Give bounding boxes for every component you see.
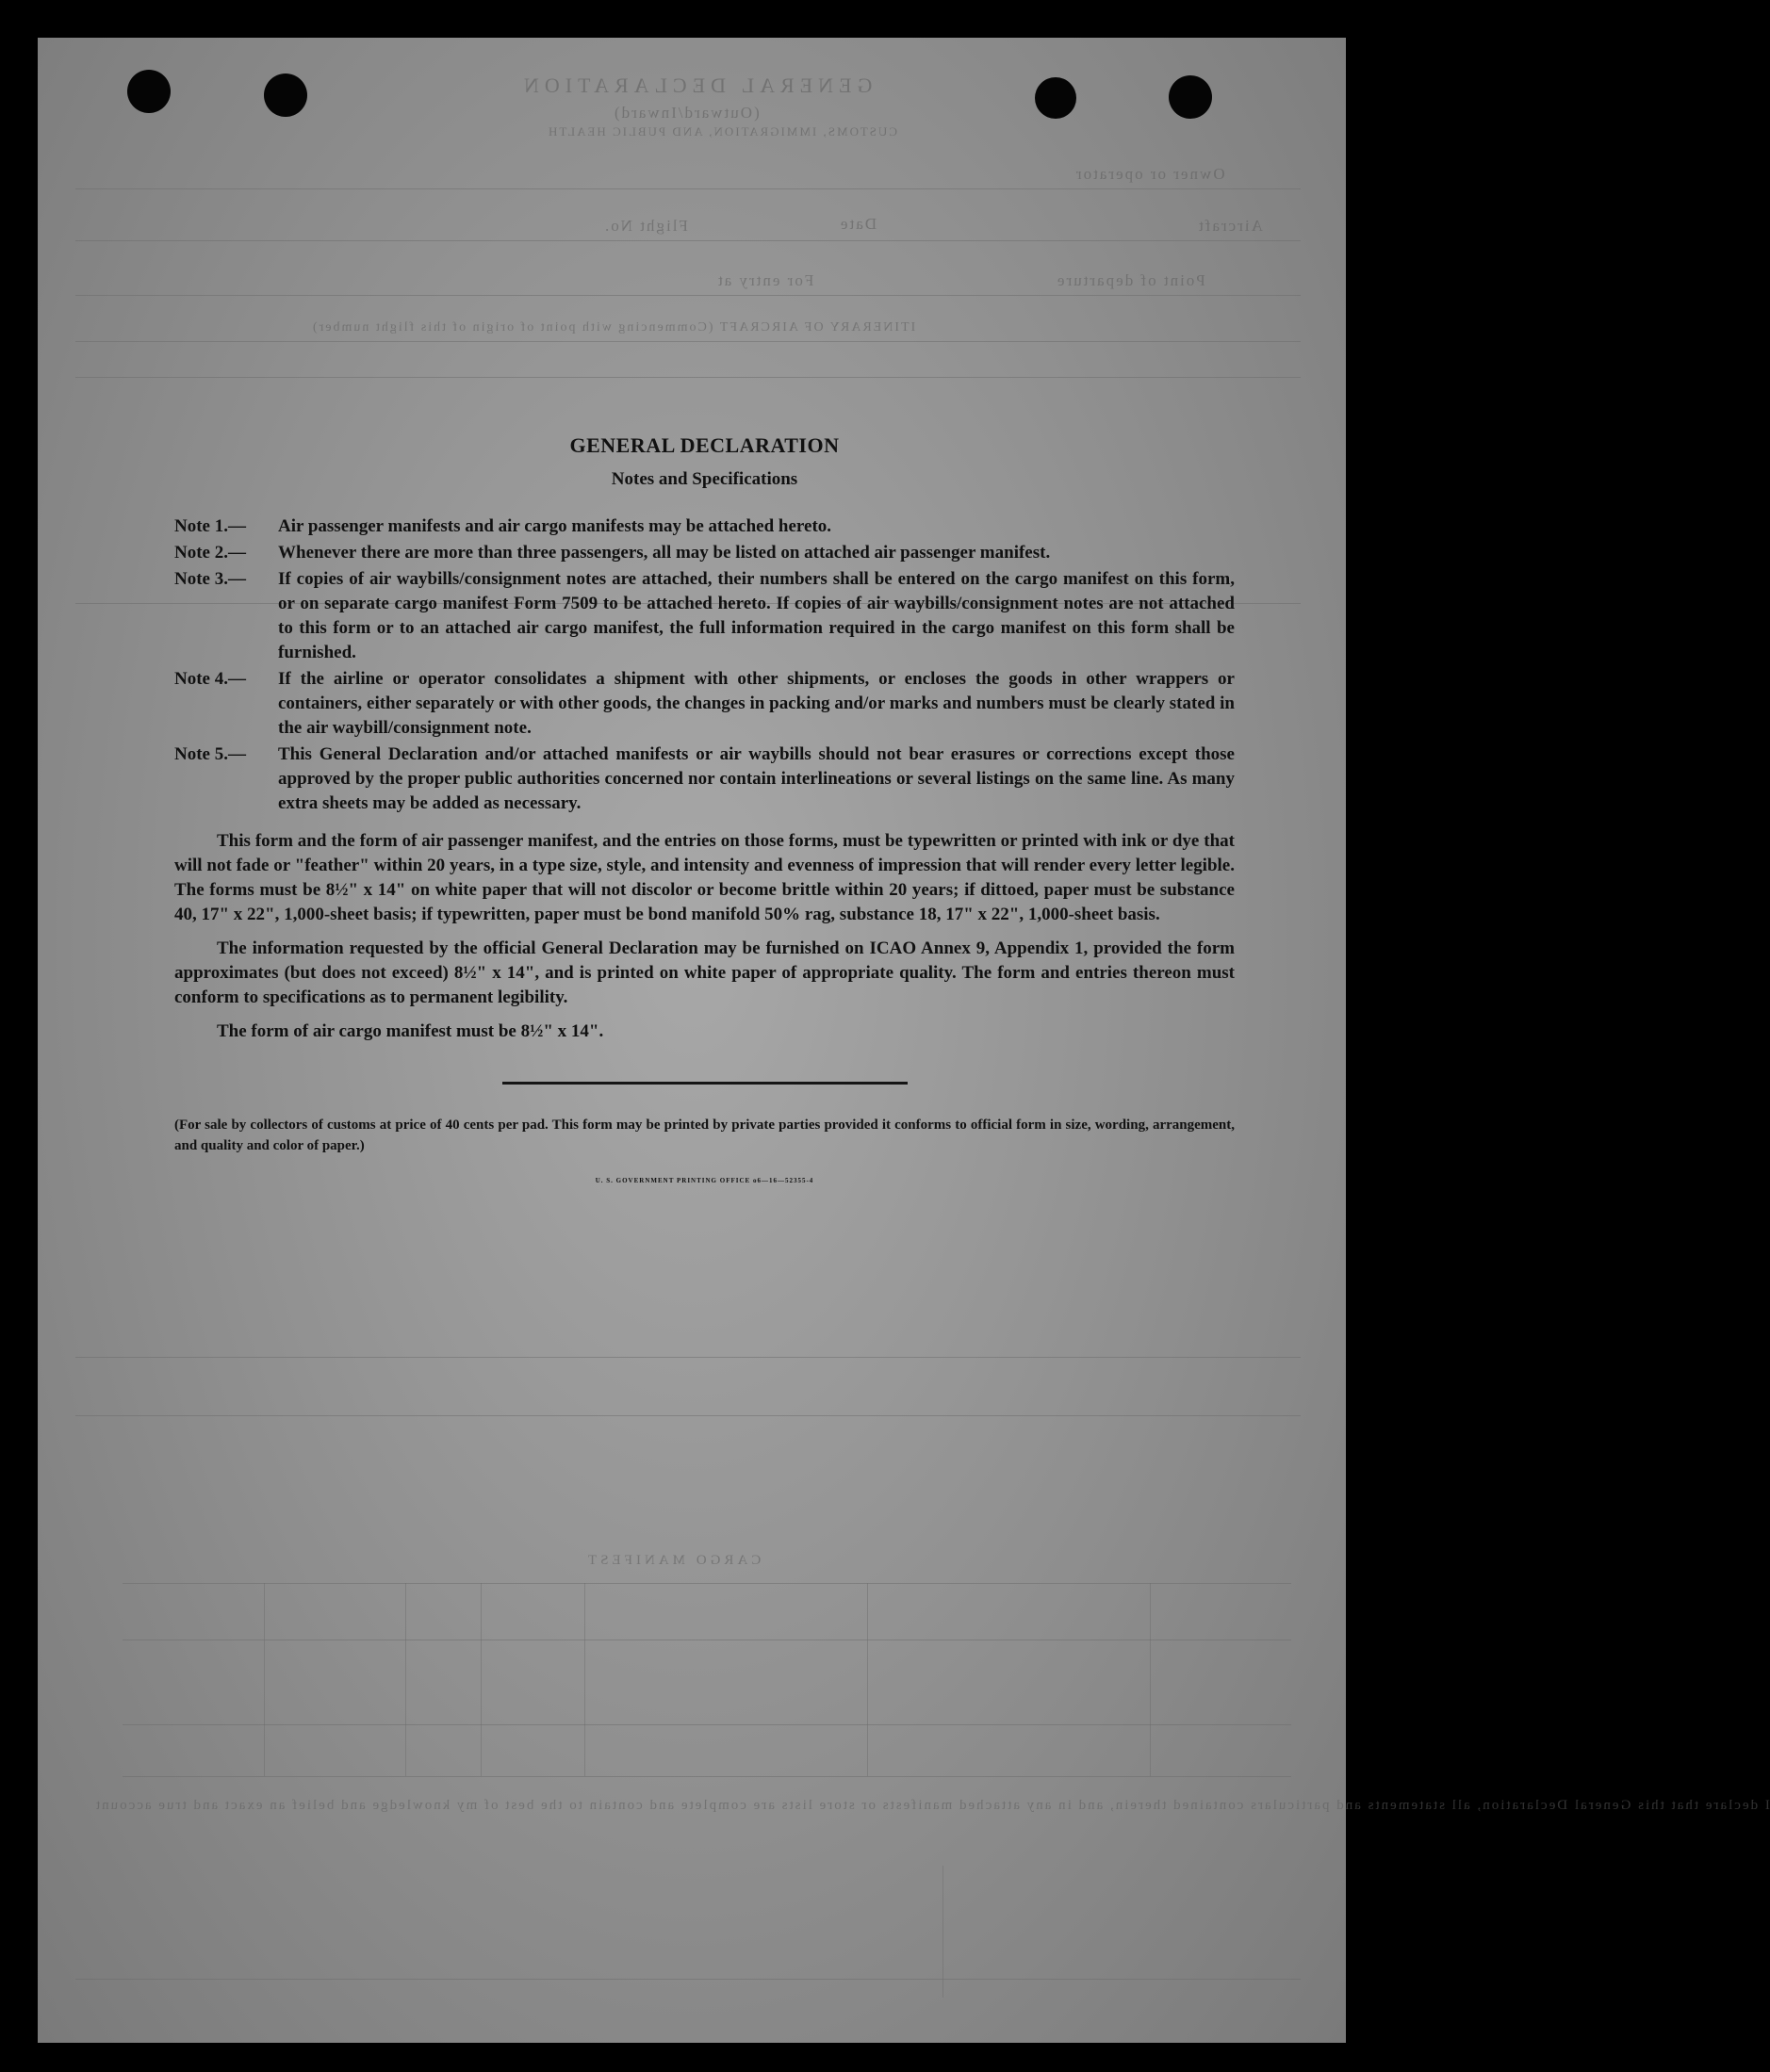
note-text: Whenever there are more than three passengers, all may be listed on attached air passenger manifest.: [278, 543, 1051, 563]
note-label: Note 2.—: [174, 543, 246, 563]
bleed-rule: [123, 1583, 1291, 1584]
note-1: [174, 514, 1235, 539]
note-4: [174, 667, 1235, 741]
document-title: GENERAL DECLARATION: [569, 433, 840, 457]
bleed-rule: [75, 341, 1301, 342]
bleed-rule: [75, 240, 1301, 241]
sale-notice: (For sale by collectors of customs at price of 40 cents per pad. This form may be printed by private parties provided it conforms to official form in size, wording, arrangement, and quality and color of paper.): [174, 1118, 1235, 1153]
bleed-through-owner: Owner or operator: [1074, 165, 1225, 183]
bleed-rule: [75, 1357, 1301, 1358]
punch-hole: [264, 73, 307, 117]
cargo-manifest-size-paragraph: The form of air cargo manifest must be 8½" x 14".: [217, 1021, 604, 1041]
note-text: If copies of air waybills/consignment notes are attached, their numbers shall be entered on the cargo manifest on this form, or on separate cargo manifest Form 7509 to be attached hereto. If copies of air waybills/consignment notes are not attached to this form or to an attached air cargo manifest, the full information required in the cargo manifest on this form shall be furnished.: [278, 569, 1235, 662]
punch-hole: [127, 70, 171, 113]
note-5: [174, 742, 1235, 816]
bleed-rule: [75, 377, 1301, 378]
bleed-through-subheader-2: CUSTOMS, IMMIGRATION, AND PUBLIC HEALTH: [547, 124, 897, 139]
document-subtitle: Notes and Specifications: [611, 469, 798, 489]
bleed-through-subheader: (Outward/Inward): [613, 104, 760, 122]
bleed-column-rule: [264, 1583, 265, 1776]
bleed-column-rule: [584, 1583, 585, 1776]
note-3: [174, 567, 1235, 665]
bleed-rule: [75, 188, 1301, 189]
icao-paragraph: The information requested by the official General Declaration may be furnished on ICAO Annex 9, Appendix 1, provided the form approximates (but does not exceed) 8½" x 14", and is printed on white paper of appropriate quality. The form and entries thereon must conform to specifications as to permanent legibility.: [174, 938, 1235, 1007]
bleed-rule: [75, 1979, 1301, 1980]
notes-and-specifications: [174, 433, 1235, 1184]
bleed-column-rule: [1150, 1583, 1151, 1776]
bleed-rule: [75, 295, 1301, 296]
printer-imprint: U. S. GOVERNMENT PRINTING OFFICE o6—16—52355-4: [595, 1177, 814, 1184]
punch-hole: [1035, 77, 1076, 119]
note-label: Note 4.—: [174, 669, 246, 689]
bleed-rule: [75, 1415, 1301, 1416]
punch-hole: [1169, 75, 1212, 119]
bleed-column-rule: [867, 1583, 868, 1776]
bleed-column-rule: [942, 1866, 943, 1998]
note-2: [174, 541, 1235, 565]
note-text: If the airline or operator consolidates a shipment with other shipments, or encloses the goods in other wrappers or containers, either separately or with other goods, the changes in packing and/or marks and numbers must be clearly stated in the air waybill/consignment note.: [278, 669, 1235, 738]
note-text: This General Declaration and/or attached manifests or air waybills should not bear erasures or corrections except those approved by the proper public authorities concerned nor contain interlineations or several listings on the same line. As many extra sheets may be added as necessary.: [278, 744, 1235, 813]
note-label: Note 1.—: [174, 516, 246, 536]
note-text: Air passenger manifests and air cargo manifests may be attached hereto.: [278, 516, 832, 536]
form-specification-paragraph: This form and the form of air passenger manifest, and the entries on those forms, must be typewritten or printed with ink or dye that will not fade or "feather" within 20 years, in a type size, style, and intensity and evenness of impression that will render every letter legible. The forms must be 8½" x 14" on white paper that will not discolor or become brittle within 20 years; if dittoed, paper must be substance 40, 17" x 22", 1,000-sheet basis; if typewritten, paper must be bond manifold 50% rag, substance 18, 17" x 22", 1,000-sheet basis.: [174, 831, 1235, 924]
bleed-rule: [123, 1724, 1291, 1725]
bleed-through-cargo: CARGO MANIFEST: [584, 1553, 762, 1568]
bleed-through-arrival: For entry at: [716, 271, 814, 289]
bleed-through-declaration: I declare that this General Declaration, all statements and particulars contained therein, and in any attached manifests or store lists are complete and contain to the best of my knowledge and belief an exact and true account: [94, 1798, 1770, 1813]
bleed-through-header: GENERAL DECLARATION: [518, 73, 873, 97]
bleed-through-departure: Point of departure: [1056, 271, 1205, 289]
note-label: Note 3.—: [174, 569, 246, 589]
document-page: [38, 38, 1770, 2043]
bleed-column-rule: [405, 1583, 406, 1776]
bleed-rule: [123, 1776, 1291, 1777]
bleed-through-itinerary: ITINERARY OF AIRCRAFT (Commencing with point of origin of this flight number): [311, 320, 916, 334]
bleed-through-flight: Flight No.: [603, 217, 688, 235]
divider-rule: [502, 1082, 908, 1085]
note-label: Note 5.—: [174, 744, 246, 764]
bleed-through-date: Date: [839, 215, 877, 233]
bleed-column-rule: [481, 1583, 482, 1776]
bleed-through-aircraft: Aircraft: [1197, 217, 1263, 235]
